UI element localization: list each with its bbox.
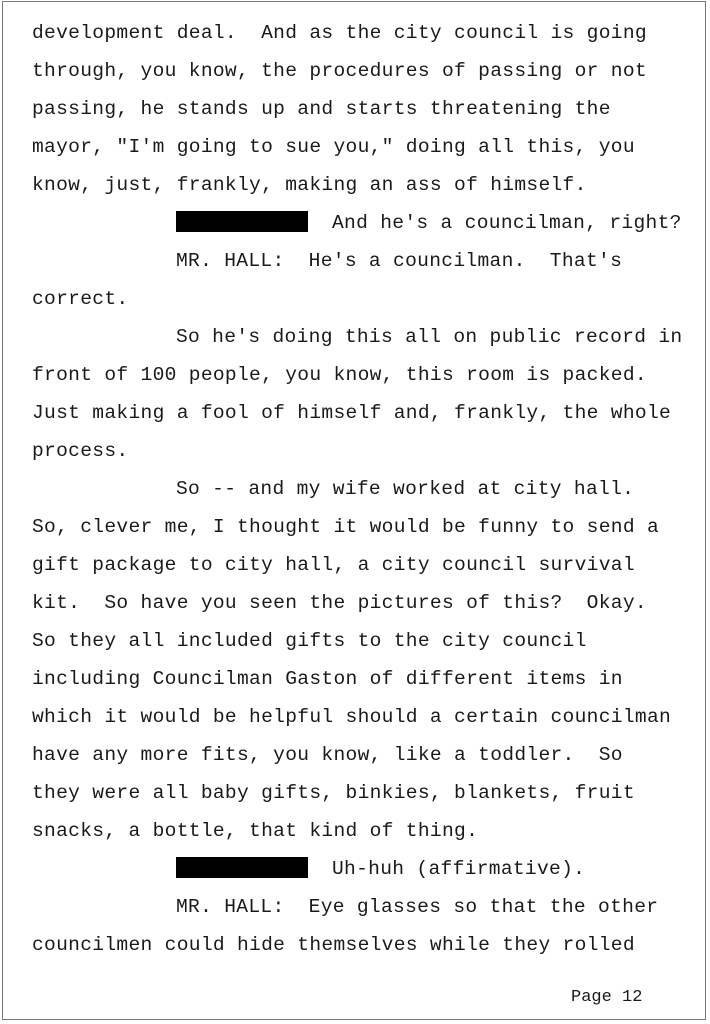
transcript-line: So they all included gifts to the city council <box>32 630 587 652</box>
transcript-line: through, you know, the procedures of passing or not <box>32 60 647 82</box>
transcript-line: Just making a fool of himself and, frankly, the whole <box>32 402 672 424</box>
transcript-line: process. <box>32 440 129 462</box>
transcript-line-text: Uh-huh (affirmative). <box>332 858 586 880</box>
transcript-line: development deal. And as the city council is going <box>32 22 647 44</box>
transcript-line: correct. <box>32 288 129 310</box>
transcript-line: snacks, a bottle, that kind of thing. <box>32 820 479 842</box>
transcript-line: gift package to city hall, a city council survival <box>32 554 635 576</box>
transcript-line: they were all baby gifts, binkies, blankets, fruit <box>32 782 635 804</box>
speaker-line: MR. HALL: Eye glasses so that the other <box>176 896 659 918</box>
transcript-line: including Councilman Gaston of different items in <box>32 668 623 690</box>
transcript-line: mayor, "I'm going to sue you," doing all this, you <box>32 136 635 158</box>
transcript-line: councilmen could hide themselves while they rolled <box>32 934 635 956</box>
transcript-line: So he's doing this all on public record in <box>176 326 683 348</box>
transcript-line: So, clever me, I thought it would be funny to send a <box>32 516 660 538</box>
redaction-bar <box>176 857 308 878</box>
transcript-page <box>2 1 706 1020</box>
speaker-line: MR. HALL: He's a councilman. That's <box>176 250 623 272</box>
speaker-line-redacted <box>176 857 585 881</box>
transcript-line-text: And he's a councilman, right? <box>332 212 682 234</box>
transcript-line: passing, he stands up and starts threatening the <box>32 98 611 120</box>
transcript-line: have any more fits, you know, like a toddler. So <box>32 744 623 766</box>
transcript-line: which it would be helpful should a certain councilman <box>32 706 672 728</box>
transcript-line: So -- and my wife worked at city hall. <box>176 478 635 500</box>
speaker-line-redacted <box>176 211 682 235</box>
transcript-line: know, just, frankly, making an ass of himself. <box>32 174 587 196</box>
transcript-line: kit. So have you seen the pictures of this? Okay. <box>32 592 647 614</box>
redaction-bar <box>176 211 308 232</box>
transcript-line: front of 100 people, you know, this room is packed. <box>32 364 647 386</box>
page-number: Page 12 <box>571 988 643 1007</box>
